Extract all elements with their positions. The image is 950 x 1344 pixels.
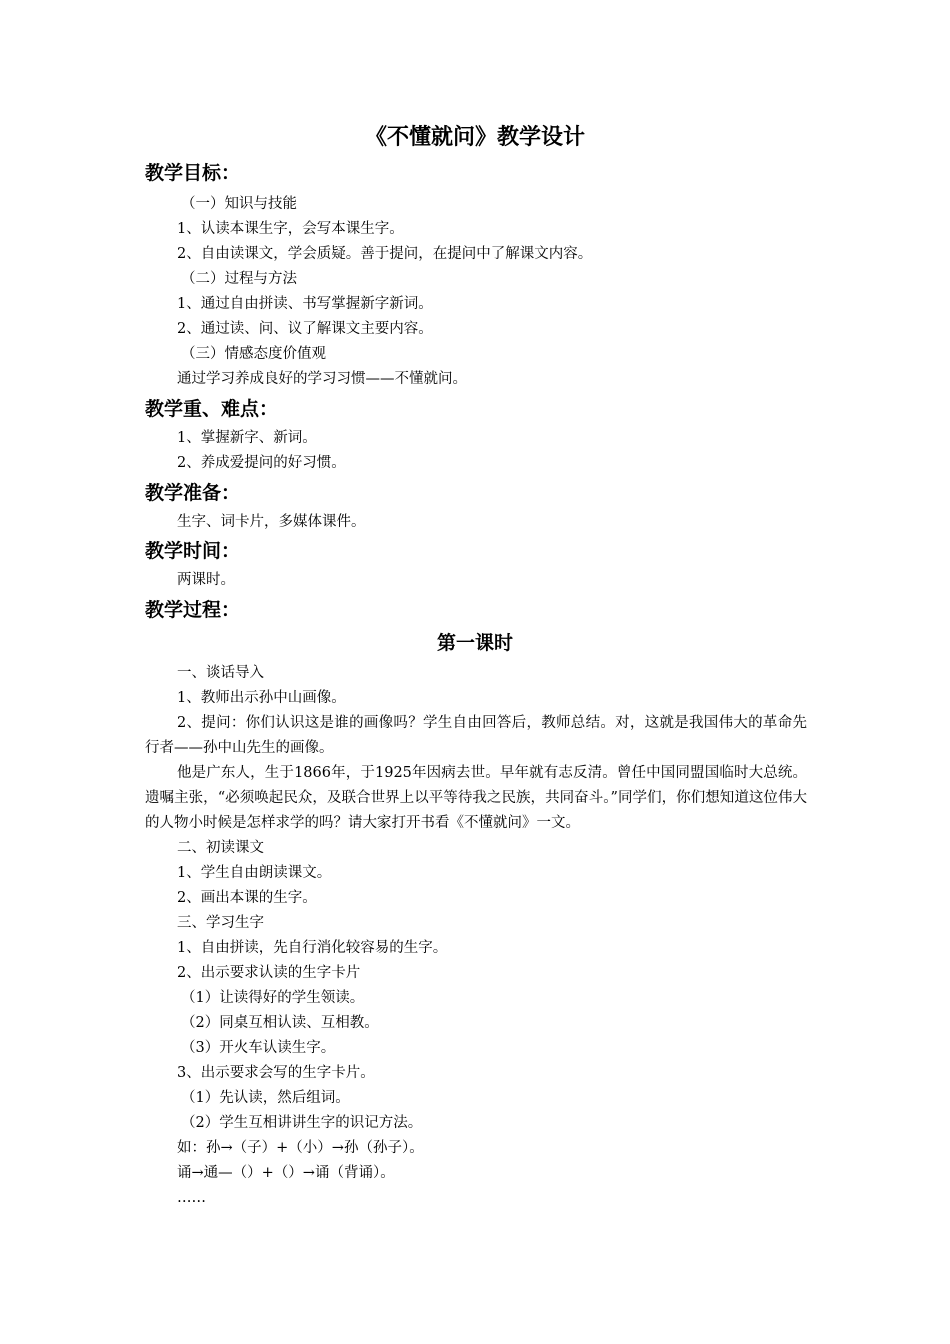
time-heading: 教学时间： xyxy=(145,540,241,562)
objectives-item: （一）知识与技能 xyxy=(181,196,297,212)
process-item: …… xyxy=(177,1190,206,1206)
key-points-heading: 教学重、难点： xyxy=(145,398,279,420)
process-item: 一、谈话导入 xyxy=(177,665,264,681)
process-paragraph: 2、提问：你们认识这是谁的画像吗？学生自由回答后，教师总结。对，这就是我国伟大的革命先行者——孙中山先生的画像。 xyxy=(145,715,807,756)
document-title: 《不懂就问》教学设计 xyxy=(364,124,585,150)
key-points-item: 1、掌握新字、新词。 xyxy=(177,430,317,446)
process-item: 1、自由拼读，先自行消化较容易的生字。 xyxy=(177,940,448,956)
preparation-heading: 教学准备： xyxy=(145,482,241,504)
objectives-item: 2、通过读、问、议了解课文主要内容。 xyxy=(177,321,433,337)
key-points-item: 2、养成爱提问的好习惯。 xyxy=(177,455,346,471)
process-item: 2、出示要求认读的生字卡片 xyxy=(177,965,361,981)
process-item: （3）开火车认读生字。 xyxy=(181,1040,336,1056)
objectives-item: 2、自由读课文，学会质疑。善于提问，在提问中了解课文内容。 xyxy=(177,246,593,262)
objectives-item: （三）情感态度价值观 xyxy=(181,346,326,362)
process-paragraph: 他是广东人，生于1866年，于1925年因病去世。早年就有志反清。曾任中国同盟国临时大总统。遗嘱主张，“必须唤起民众，及联合世界上以平等待我之民族，共同奋斗。”同学们，你们想知道这位伟大的人物小时候是怎样求学的吗？请大家打开书看《不懂就问》一文。 xyxy=(145,765,807,831)
process-item: 3、出示要求会写的生字卡片。 xyxy=(177,1065,375,1081)
process-item: 1、学生自由朗读课文。 xyxy=(177,865,332,881)
objectives-item: 1、通过自由拼读、书写掌握新字新词。 xyxy=(177,296,433,312)
objectives-heading: 教学目标： xyxy=(145,162,241,184)
process-item: 二、初读课文 xyxy=(177,840,264,856)
process-item: （1）让读得好的学生领读。 xyxy=(181,990,365,1006)
time-item: 两课时。 xyxy=(177,572,235,588)
objectives-item: （二）过程与方法 xyxy=(181,271,297,287)
process-item: 2、画出本课的生字。 xyxy=(177,890,317,906)
objectives-item: 通过学习养成良好的学习习惯——不懂就问。 xyxy=(177,371,467,387)
process-item: （2）学生互相讲讲生字的识记方法。 xyxy=(181,1115,423,1131)
process-item: 1、教师出示孙中山画像。 xyxy=(177,690,346,706)
lesson-title: 第一课时 xyxy=(436,632,513,654)
process-item: 诵→通—（）+（）→诵（背诵）。 xyxy=(177,1165,395,1181)
process-item: 如：孙→（子）+（小）→孙（孙子）。 xyxy=(177,1140,424,1156)
process-item: （2）同桌互相认读、互相教。 xyxy=(181,1015,379,1031)
process-item: 三、学习生字 xyxy=(177,915,264,931)
preparation-item: 生字、词卡片，多媒体课件。 xyxy=(177,514,366,530)
objectives-item: 1、认读本课生字，会写本课生字。 xyxy=(177,221,404,237)
process-item: （1）先认读，然后组词。 xyxy=(181,1090,350,1106)
process-heading: 教学过程： xyxy=(145,599,241,621)
